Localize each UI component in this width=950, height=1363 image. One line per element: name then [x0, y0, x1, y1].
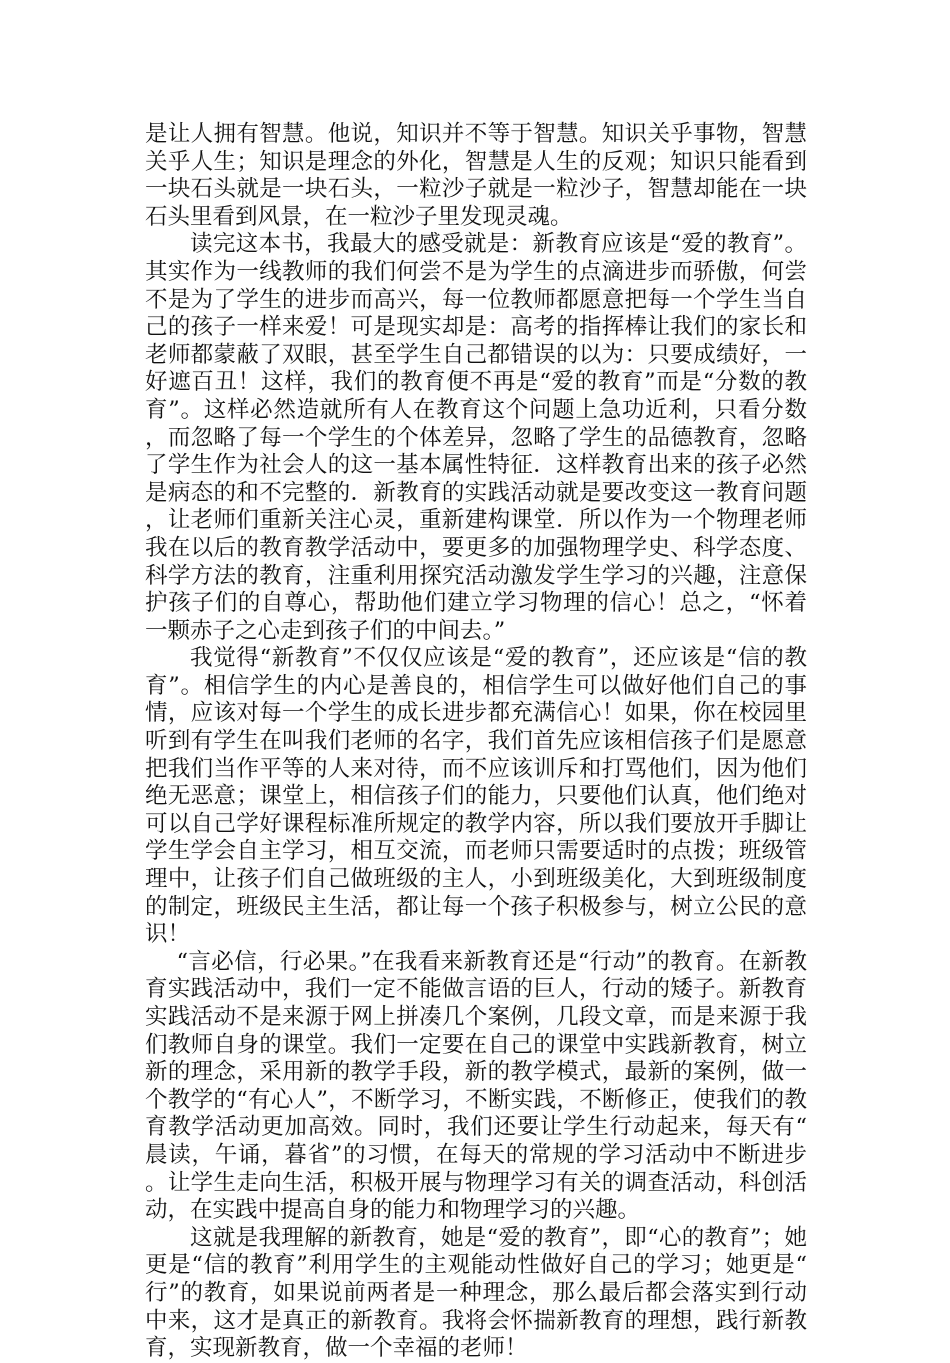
paragraph-3: 我觉得“新教育”不仅仅应该是“爱的教育”，还应该是“信的教育”。相信学生的内心是善良的，相信学生可以做好他们自己的事情，应该对每一个学生的成长进步都充满信心！如果，你在校园里听到有学生在叫我们老师的名字，我们首先应该相信孩子们是愿意把我们当作平等的人来对待，而不应该训斥和打骂他们，因为他们绝无恶意；课堂上，相信孩子们的能力，只要他们认真，他们绝对可以自己学好课程标准所规定的教学内容，所以我们要放开手脚让学生学会自主学习，相互交流，而老师只需要适时的点拨；班级管理中，让孩子们自己做班级的主人，小到班级美化，大到班级制度的制定，班级民主生活，都让每一个孩子积极参与，树立公民的意识！ [145, 645, 807, 948]
paragraph-2: 读完这本书，我最大的感受就是：新教育应该是“爱的教育”。其实作为一线教师的我们何尝不是为学生的点滴进步而骄傲，何尝不是为了学生的进步而高兴，每一位教师都愿意把每一个学生当自己的孩子一样来爱！可是现实却是：高考的指挥棒让我们的家长和老师都蒙蔽了双眼，甚至学生自己都错误的以为：只要成绩好，一好遮百丑！这样，我们的教育便不再是“爱的教育”而是“分数的教育”。这样必然造就所有人在教育这个问题上急功近利，只看分数，而忽略了每一个学生的个体差异，忽略了学生的品德教育，忽略了学生作为社会人的这一基本属性特征．这样教育出来的孩子必然是病态的和不完整的．新教育的实践活动就是要改变这一教育问题，让老师们重新关注心灵，重新建构课堂．所以作为一个物理老师我在以后的教育教学活动中，要更多的加强物理学史、科学态度、科学方法的教育，注重利用探究活动激发学生学习的兴趣，注意保护孩子们的自尊心，帮助他们建立学习物理的信心！总之，“怀着一颗赤子之心走到孩子们的中间去。” [145, 231, 807, 644]
paragraph-1: 是让人拥有智慧。他说，知识并不等于智慧。知识关乎事物，智慧关乎人生；知识是理念的外化，智慧是人生的反观；知识只能看到一块石头就是一块石头，一粒沙子就是一粒沙子，智慧却能在一块石头里看到风景，在一粒沙子里发现灵魂。 [145, 121, 807, 230]
paragraph-4: “言必信，行必果。”在我看来新教育还是“行动”的教育。在新教育实践活动中，我们一定不能做言语的巨人，行动的矮子。新教育实践活动不是来源于网上拼凑几个案例，几段文章，而是来源于我们教师自身的课堂。我们一定要在自己的课堂中实践新教育，树立新的理念，采用新的教学手段，新的教学模式，最新的案例，做一个教学的“有心人”，不断学习，不断实践，不断修正，使我们的教育教学活动更加高效。同时，我们还要让学生行动起来，每天有“晨读，午诵，暮省”的习惯，在每天的常规的学习活动中不断进步。让学生走向生活，积极开展与物理学习有关的调查活动，科创活动，在实践中提高自身的能力和物理学习的兴趣。 [145, 948, 807, 1224]
document-body [145, 121, 807, 1363]
paragraph-5: 这就是我理解的新教育，她是“爱的教育”，即“心的教育”；她更是“信的教育”利用学生的主观能动性做好自己的学习；她更是“行”的教育，如果说前两者是一种理念，那么最后都会落实到行动中来，这才是真正的新教育。我将会怀揣新教育的理想，践行新教育，实现新教育，做一个幸福的老师！ [145, 1224, 807, 1362]
